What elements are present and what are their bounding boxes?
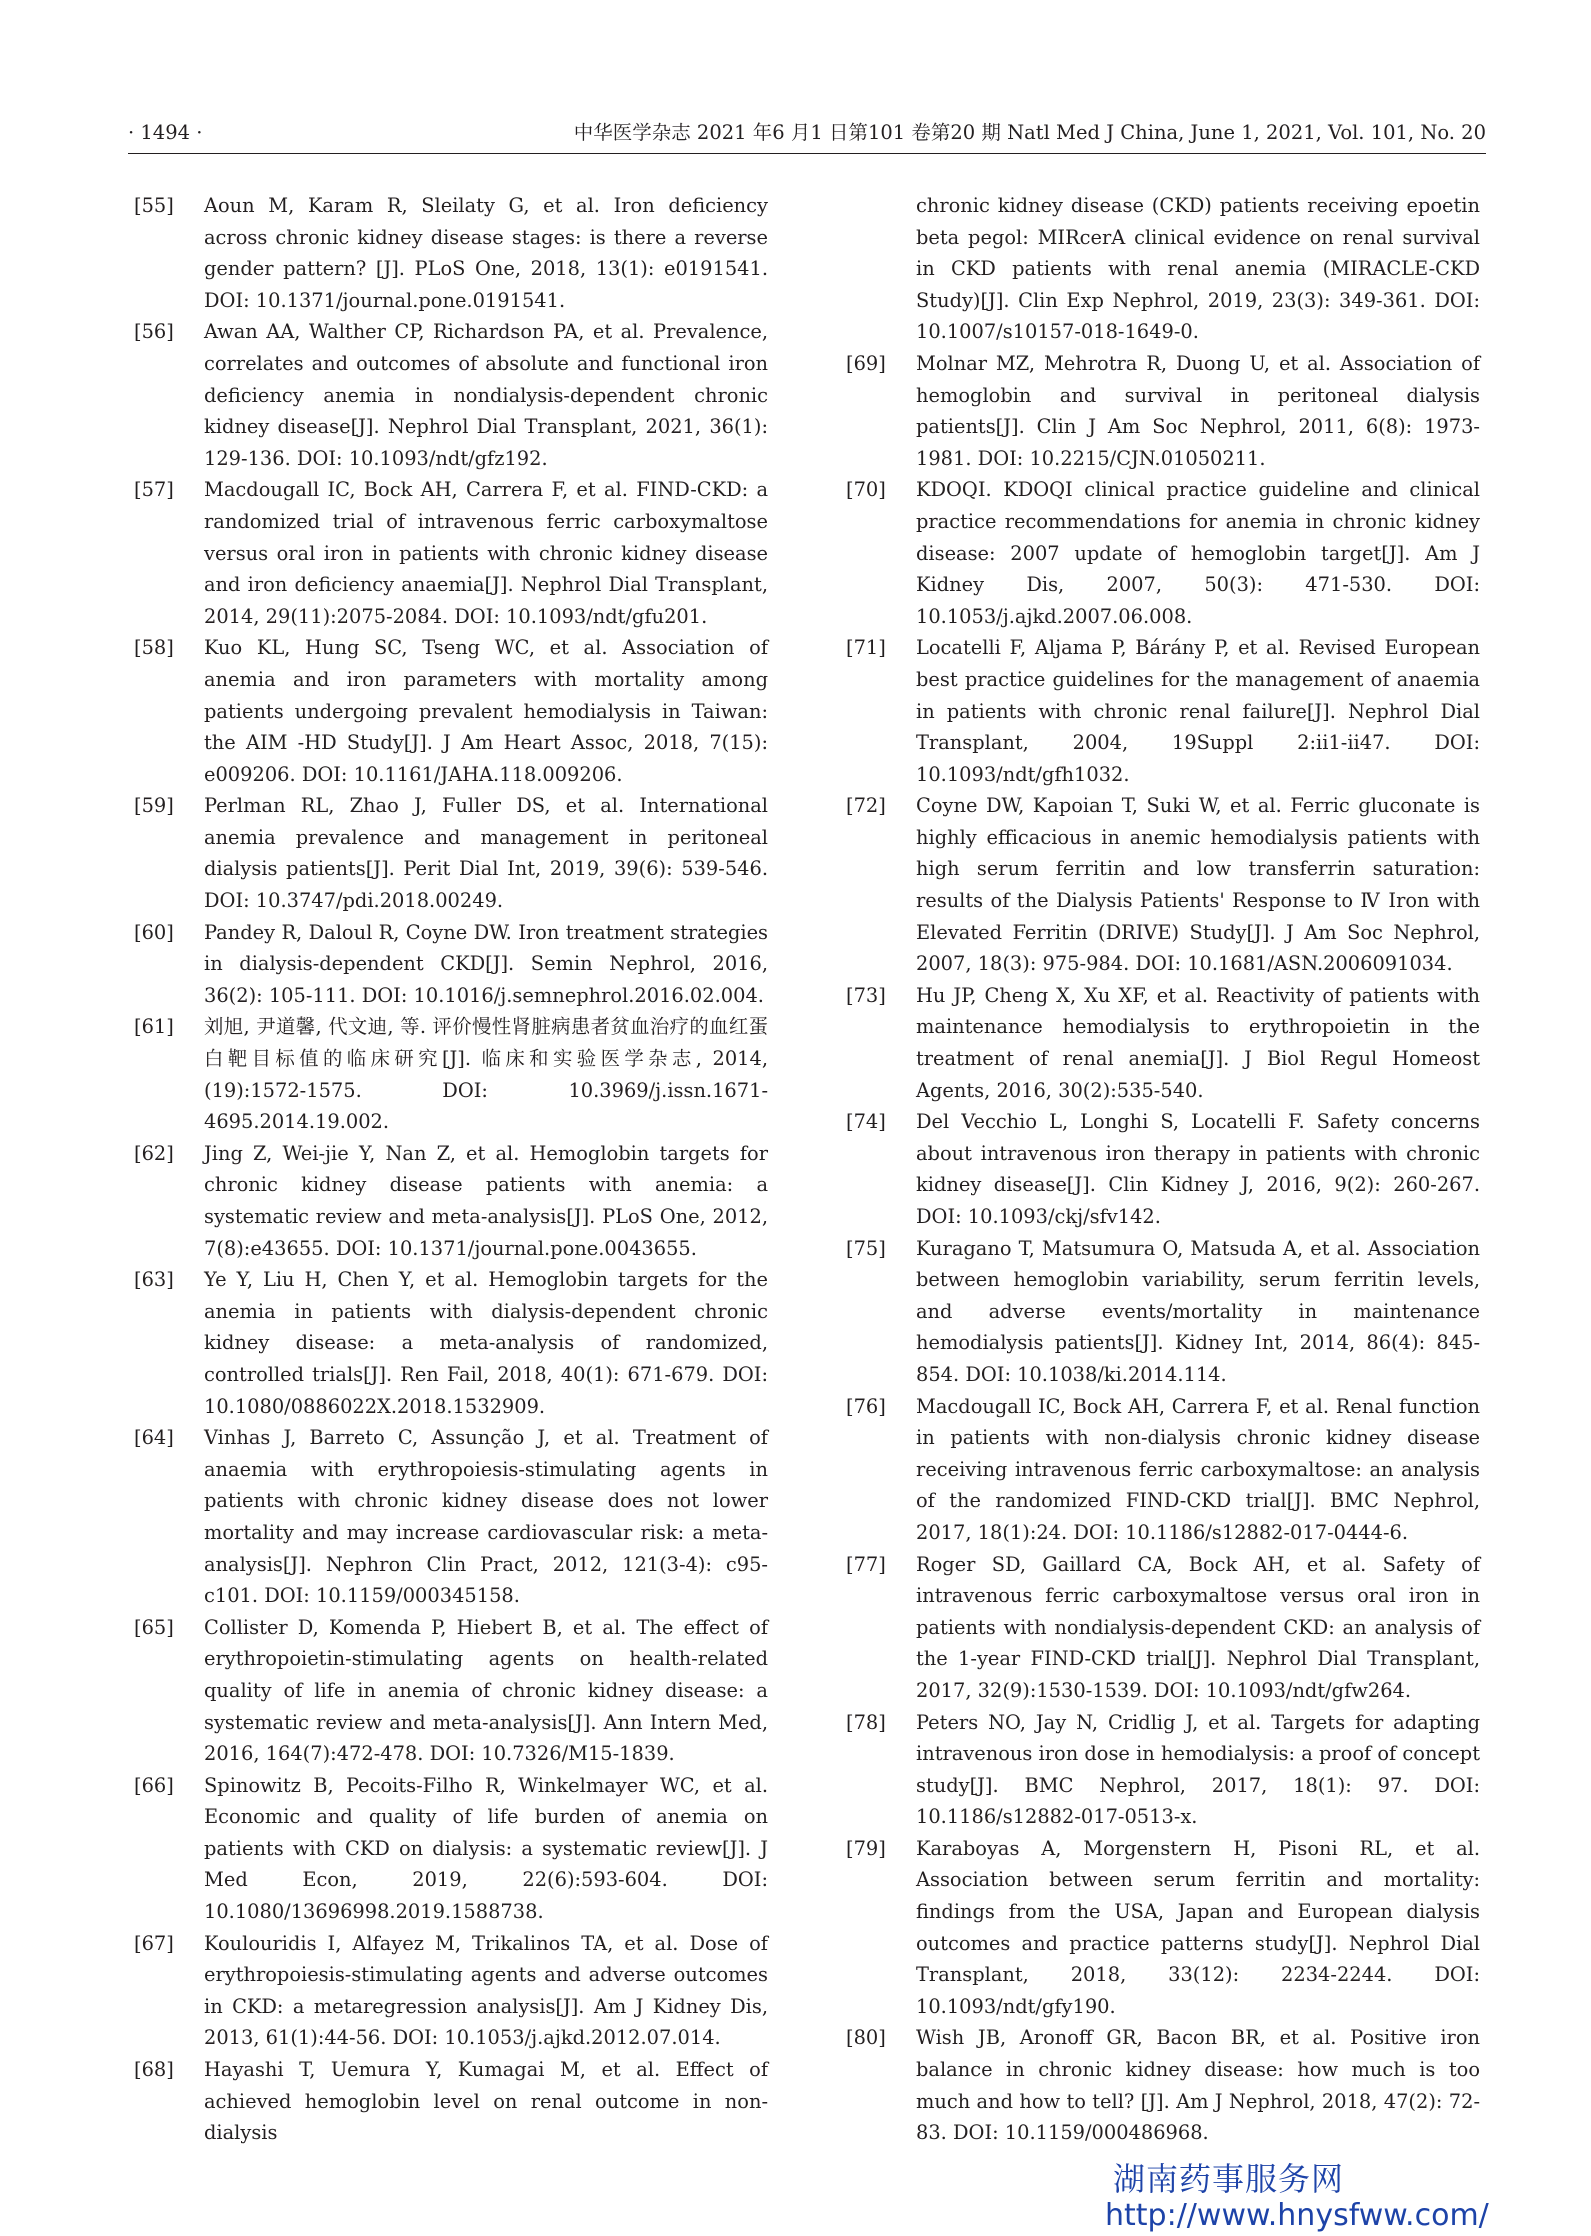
reference-entry — [846, 1106, 1480, 1232]
reference-entry — [134, 790, 768, 916]
reference-column-right — [846, 190, 1480, 2149]
reference-number: [55] — [134, 194, 174, 217]
reference-entry — [134, 917, 768, 1012]
reference-number: [70] — [846, 478, 886, 502]
reference-text: Kuo KL, Hung SC, Tseng WC, et al. Association of anemia and iron parameters with mortality among patients undergoing prevalent hemodialysis in Taiwan: the AIM -HD Study[J]. J Am Heart Assoc, 2018, 7(15): e009206. DOI: 10.1161/JAHA.118.009206. — [204, 636, 768, 786]
reference-text: Koulouridis I, Alfayez M, Trikalinos TA, et al. Dose of erythropoiesis-stimulating agents and adverse outcomes in CKD: a metaregression analysis[J]. Am J Kidney Dis, 2013, 61(1):44-56. DOI: 10.1053/j.ajkd.2012.07.014. — [204, 1931, 768, 2050]
reference-text: Collister D, Komenda P, Hiebert B, et al. The effect of erythropoietin-stimulating agents on health-related quality of life in anemia of chronic kidney disease: a systematic review and meta-analysis[J]. Ann Intern Med, 2016, 164(7):472-478. DOI: 10.7326/M15-1839. — [204, 1615, 768, 1766]
reference-text: Vinhas J, Barreto C, Assunção J, et al. Treatment of anaemia with erythropoiesis-stimulating agents in patients with chronic kidney disease does not lower mortality and may increase cardiovascular risk: a meta-analysis[J]. Nephron Clin Pract, 2012, 121(3-4): c95-c101. DOI: 10.1159/000345158. — [204, 1426, 768, 1608]
reference-text: Macdougall IC, Bock AH, Carrera F, et al. FIND-CKD: a randomized trial of intravenous ferric carboxymaltose versus oral iron in patients with chronic kidney disease and iron deficiency anaemia[J]. Nephrol Dial Transplant, 2014, 29(11):2075-2084. DOI: 10.1093/ndt/gfu201. — [204, 478, 768, 628]
reference-number: [80] — [846, 2026, 886, 2050]
reference-text: Hayashi T, Uemura Y, Kumagai M, et al. Effect of achieved hemoglobin level on renal outcome in non-dialysis — [204, 2058, 768, 2145]
reference-number: [58] — [134, 636, 174, 660]
reference-text: Roger SD, Gaillard CA, Bock AH, et al. Safety of intravenous ferric carboxymaltose versus oral iron in patients with nondialysis-dependent CKD: an analysis of the 1-year FIND-CKD trial[J]. Nephrol Dial Transplant, 2017, 32(9):1530-1539. DOI: 10.1093/ndt/gfw264. — [916, 1552, 1480, 1702]
reference-entry — [846, 632, 1480, 790]
reference-number: [71] — [846, 636, 886, 660]
reference-text: Molnar MZ, Mehrotra R, Duong U, et al. Association of hemoglobin and survival in peritoneal dialysis patients[J]. Clin J Am Soc Nephrol, 2011, 6(8): 1973-1981. DOI: 10.2215/CJN.01050211. — [916, 351, 1480, 470]
reference-entry — [846, 1833, 1480, 2023]
reference-text: Spinowitz B, Pecoits-Filho R, Winkelmayer WC, et al. Economic and quality of life burden of anemia on patients with CKD on dialysis: a systematic review[J]. J Med Econ, 2019, 22(6):593-604. DOI: 10.1080/13696998.2019.1588738. — [204, 1773, 768, 1924]
reference-text: Pandey R, Daloul R, Coyne DW. Iron treatment strategies in dialysis-dependent CKD[J]. Semin Nephrol, 2016, 36(2): 105-111. DOI: 10.1016/j.semnephrol.2016.02.004. — [204, 920, 768, 1007]
reference-number: [73] — [846, 983, 886, 1007]
reference-text: Aoun M, Karam R, Sleilaty G, et al. Iron deficiency across chronic kidney disease stages: is there a reverse gender pattern? [J]. PLoS One, 2018, 13(1): e0191541. DOI: 10.1371/journal.pone.0191541. — [204, 194, 768, 312]
reference-entry — [134, 1422, 768, 1612]
reference-entry — [846, 1549, 1480, 1707]
reference-entry — [846, 790, 1480, 980]
reference-number — [846, 190, 916, 348]
reference-number: [57] — [134, 478, 174, 502]
reference-entry — [134, 316, 768, 474]
reference-number: [77] — [846, 1552, 886, 1576]
reference-entry — [846, 1707, 1480, 1833]
reference-number: [63] — [134, 1268, 174, 1292]
reference-text: Kuragano T, Matsumura O, Matsuda A, et al. Association between hemoglobin variability, serum ferritin levels, and adverse events/mortality in maintenance hemodialysis patients[J]. Kidney Int, 2014, 86(4): 845-854. DOI: 10.1038/ki.2014.114. — [916, 1236, 1480, 1386]
reference-text: chronic kidney disease (CKD) patients receiving epoetin beta pegol: MIRcerA clinical evidence on renal survival in CKD patients with renal anemia (MIRACLE-CKD Study)[J]. Clin Exp Nephrol, 2019, 23(3): 349-361. DOI: 10.1007/s10157-018-1649-0. — [916, 194, 1480, 344]
reference-number: [79] — [846, 1836, 886, 1860]
reference-text: Coyne DW, Kapoian T, Suki W, et al. Ferric gluconate is highly efficacious in anemic hemodialysis patients with high serum ferritin and low transferrin saturation: results of the Dialysis Patients' Response to Ⅳ Iron with Elevated Ferritin (DRIVE) Study[J]. J Am Soc Nephrol, 2007, 18(3): 975-984. DOI: 10.1681/ASN.2006091034. — [916, 794, 1480, 976]
reference-entry — [846, 348, 1480, 474]
reference-entry — [134, 2054, 768, 2149]
reference-number: [66] — [134, 1773, 174, 1797]
reference-number: [64] — [134, 1426, 174, 1450]
journal-citation: 中华医学杂志 2021 年6 月1 日第101 卷第20 期 Natl Med J China, June 1, 2021, Vol. 101, No. 20 — [573, 121, 1486, 144]
reference-text: Jing Z, Wei-jie Y, Nan Z, et al. Hemoglobin targets for chronic kidney disease patients with anemia: a systematic review and meta-analysis[J]. PLoS One, 2012, 7(8):e43655. DOI: 10.1371/journal.pone.0043655. — [204, 1141, 768, 1260]
reference-entry — [134, 1770, 768, 1928]
reference-number: [67] — [134, 1931, 174, 1955]
reference-text: KDOQI. KDOQI clinical practice guideline and clinical practice recommendations for anemia in chronic kidney disease: 2007 update of hemoglobin target[J]. Am J Kidney Dis, 2007, 50(3): 471-530. DOI: 10.1053/j.ajkd.2007.06.008. — [916, 478, 1480, 628]
reference-entry — [134, 1011, 768, 1137]
reference-number: [61] — [134, 1015, 174, 1039]
reference-text: Awan AA, Walther CP, Richardson PA, et al. Prevalence, correlates and outcomes of absolute and functional iron deficiency anemia in nondialysis-dependent chronic kidney disease[J]. Nephrol Dial Transplant, 2021, 36(1): 129-136. DOI: 10.1093/ndt/gfz192. — [204, 320, 768, 470]
reference-entry — [846, 980, 1480, 1106]
reference-text: 刘旭, 尹道馨, 代文迪, 等. 评价慢性肾脏病患者贫血治疗的血红蛋白靶目标值的临床研究[J]. 临床和实验医学杂志, 2014, (19):1572-1575. DOI: 10.3969/j.issn.1671-4695.2014.19.002. — [204, 1015, 768, 1134]
reference-number: [68] — [134, 2058, 174, 2082]
reference-entry — [134, 474, 768, 632]
reference-text: Del Vecchio L, Longhi S, Locatelli F. Safety concerns about intravenous iron therapy in patients with chronic kidney disease[J]. Clin Kidney J, 2016, 9(2): 260-267. DOI: 10.1093/ckj/sfv142. — [916, 1110, 1480, 1228]
reference-text: Wish JB, Aronoff GR, Bacon BR, et al. Positive iron balance in chronic kidney disease: how much is too much and how to tell? [J]. Am J Nephrol, 2018, 47(2): 72-83. DOI: 10.1159/000486968. — [916, 2026, 1480, 2145]
reference-text: Macdougall IC, Bock AH, Carrera F, et al. Renal function in patients with non-dialysis chronic kidney disease receiving intravenous ferric carboxymaltose: an analysis of the randomized FIND-CKD trial[J]. BMC Nephrol, 2017, 18(1):24. DOI: 10.1186/s12882-017-0444-6. — [916, 1394, 1480, 1544]
reference-text: Hu JP, Cheng X, Xu XF, et al. Reactivity of patients with maintenance hemodialysis to erythropoietin in the treatment of renal anemia[J]. J Biol Regul Homeost Agents, 2016, 30(2):535-540. — [916, 983, 1480, 1102]
reference-number: [72] — [846, 794, 886, 818]
watermark-url[interactable]: http://www.hnysfww.com/ — [1105, 2198, 1489, 2233]
reference-number: [76] — [846, 1394, 886, 1418]
reference-entry — [134, 1264, 768, 1422]
reference-number: [65] — [134, 1615, 174, 1639]
reference-number: [69] — [846, 351, 886, 375]
header-rule — [128, 153, 1486, 154]
reference-number: [75] — [846, 1236, 886, 1260]
reference-text: Karaboyas A, Morgenstern H, Pisoni RL, et al. Association between serum ferritin and mortality: findings from the USA, Japan and European dialysis outcomes and practice patterns study[J]. Nephrol Dial Transplant, 2018, 33(12): 2234-2244. DOI: 10.1093/ndt/gfy190. — [916, 1836, 1480, 2018]
watermark-site-name: 湖南药事服务网 — [1113, 2160, 1345, 2198]
watermark — [1105, 2160, 1489, 2234]
reference-text: Perlman RL, Zhao J, Fuller DS, et al. International anemia prevalence and management in peritoneal dialysis patients[J]. Perit Dial Int, 2019, 39(6): 539-546. DOI: 10.3747/pdi.2018.00249. — [204, 794, 768, 913]
reference-entry — [134, 1612, 768, 1770]
reference-text: Ye Y, Liu H, Chen Y, et al. Hemoglobin targets for the anemia in patients with dialysis-dependent chronic kidney disease: a meta-analysis of randomized, controlled trials[J]. Ren Fail, 2018, 40(1): 671-679. DOI: 10.1080/0886022X.2018.1532909. — [204, 1268, 768, 1418]
reference-number: [78] — [846, 1710, 886, 1734]
reference-text: Peters NO, Jay N, Cridlig J, et al. Targets for adapting intravenous iron dose in hemodialysis: a proof of concept study[J]. BMC Nephrol, 2017, 18(1): 97. DOI: 10.1186/s12882-017-0513-x. — [916, 1710, 1480, 1829]
reference-number: [62] — [134, 1141, 174, 1165]
reference-number: [74] — [846, 1110, 886, 1134]
reference-entry — [846, 1391, 1480, 1549]
reference-number: [56] — [134, 320, 174, 344]
reference-entry — [846, 1233, 1480, 1391]
reference-column-left — [134, 190, 768, 2149]
reference-entry — [134, 1138, 768, 1264]
reference-entry — [134, 1928, 768, 2054]
reference-text: Locatelli F, Aljama P, Bárány P, et al. Revised European best practice guidelines for the management of anaemia in patients with chronic renal failure[J]. Nephrol Dial Transplant, 2004, 19Suppl 2:ii1-ii47. DOI: 10.1093/ndt/gfh1032. — [916, 636, 1480, 786]
page-header — [128, 116, 1486, 150]
reference-entry — [846, 2022, 1480, 2148]
page-number: · 1494 · — [128, 121, 203, 144]
reference-entry — [134, 190, 768, 316]
reference-entry — [134, 632, 768, 790]
reference-entry — [846, 474, 1480, 632]
reference-number: [59] — [134, 794, 174, 818]
reference-entry — [846, 190, 1480, 348]
reference-number: [60] — [134, 920, 174, 944]
